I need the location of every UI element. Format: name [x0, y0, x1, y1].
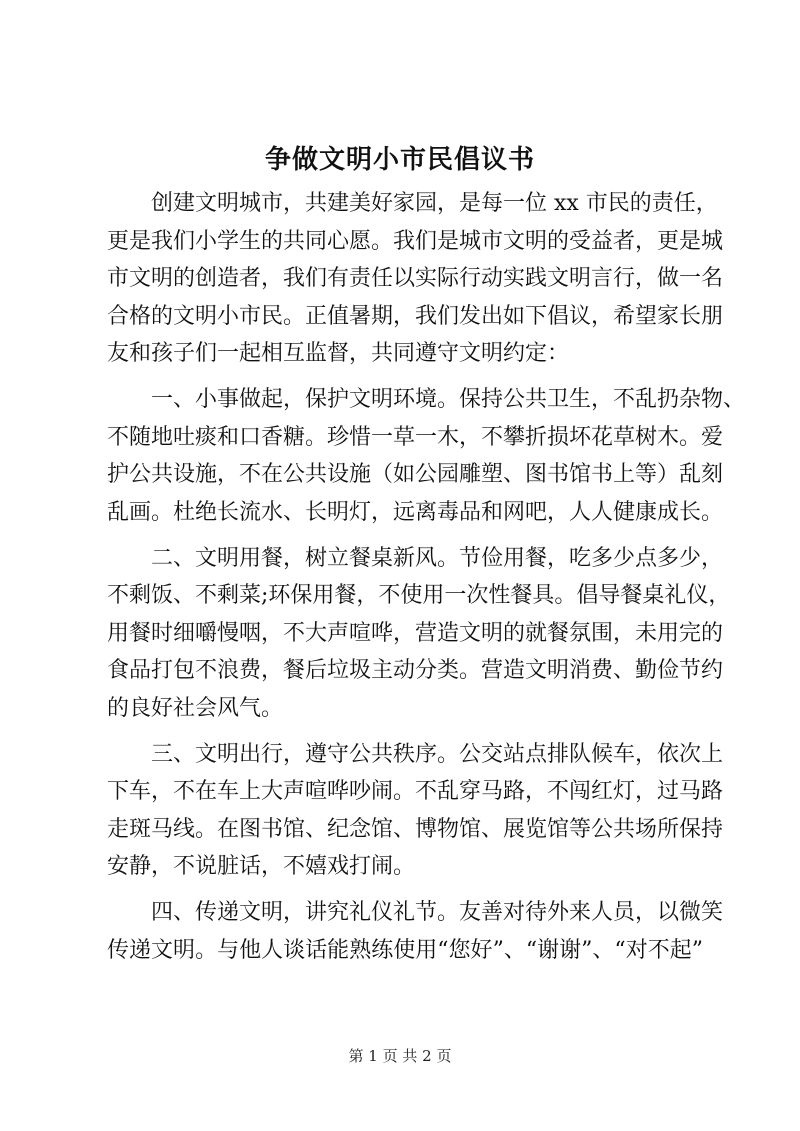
paragraph-environment — [107, 381, 746, 531]
paragraph-line: 下车，不在车上大声喧哗吵闹。不乱穿马路，不闯红灯，过马路 — [107, 779, 724, 804]
paragraph-intro — [107, 185, 724, 373]
paragraph-line: 市文明的创造者，我们有责任以实际行动实践文明言行，做一名 — [107, 266, 724, 291]
paragraph-line: 不剩饭、不剩菜;环保用餐，不使用一次性餐具。倡导餐桌礼仪， — [107, 583, 731, 608]
paragraph-line: 二、文明用餐，树立餐桌新风。节俭用餐，吃多少点多少， — [151, 545, 724, 571]
page-footer: 第 1 页 共 2 页 — [348, 1047, 452, 1065]
paragraph-line: 安静，不说脏话，不嬉戏打闹。 — [107, 854, 416, 879]
paragraph-line: 用餐时细嚼慢咽，不大声喧哗，营造文明的就餐氛围，未用完的 — [107, 620, 724, 646]
paragraph-etiquette — [107, 894, 724, 969]
paragraph-line: 乱画。杜绝长流水、长明灯，远离毒品和网吧，人人健康成长。 — [107, 499, 724, 525]
paragraph-line: 三、文明出行，遵守公共秩序。公交站点排队候车，依次上 — [151, 741, 724, 767]
paragraph-line: 合格的文明小市民。正值暑期，我们发出如下倡议，希望家长朋 — [107, 303, 724, 329]
document-body — [107, 185, 746, 978]
paragraph-line: 的良好社会风气。 — [107, 695, 284, 721]
paragraph-line: 不随地吐痰和口香糖。珍惜一草一木，不攀折损坏花草树木。爱 — [107, 424, 724, 450]
paragraph-line: 传递文明。与他人谈话能熟练使用“您好”、“谢谢”、“对不起” — [107, 937, 703, 963]
paragraph-line: 友和孩子们一起相互监督，共同遵守文明约定： — [107, 341, 570, 366]
paragraph-travel — [107, 736, 724, 886]
paragraph-line: 创建文明城市，共建美好家园，是每一位 xx 市民的责任， — [151, 191, 718, 216]
paragraph-line: 护公共设施，不在公共设施（如公园雕塑、图书馆书上等）乱刻 — [107, 462, 724, 487]
paragraph-line: 食品打包不浪费，餐后垃圾主动分类。营造文明消费、勤俭节约 — [107, 658, 724, 683]
paragraph-line: 一、小事做起，保护文明环境。保持公共卫生，不乱扔杂物、 — [151, 387, 746, 412]
paragraph-dining — [107, 540, 731, 728]
paragraph-line: 走斑马线。在图书馆、纪念馆、博物馆、展览馆等公共场所保持 — [107, 816, 724, 842]
paragraph-line: 四、传递文明，讲究礼仪礼节。友善对待外来人员，以微笑 — [151, 900, 724, 925]
paragraph-line: 更是我们小学生的共同心愿。我们是城市文明的受益者，更是城 — [107, 228, 724, 254]
document-title: 争做文明小市民倡议书 — [264, 145, 535, 175]
